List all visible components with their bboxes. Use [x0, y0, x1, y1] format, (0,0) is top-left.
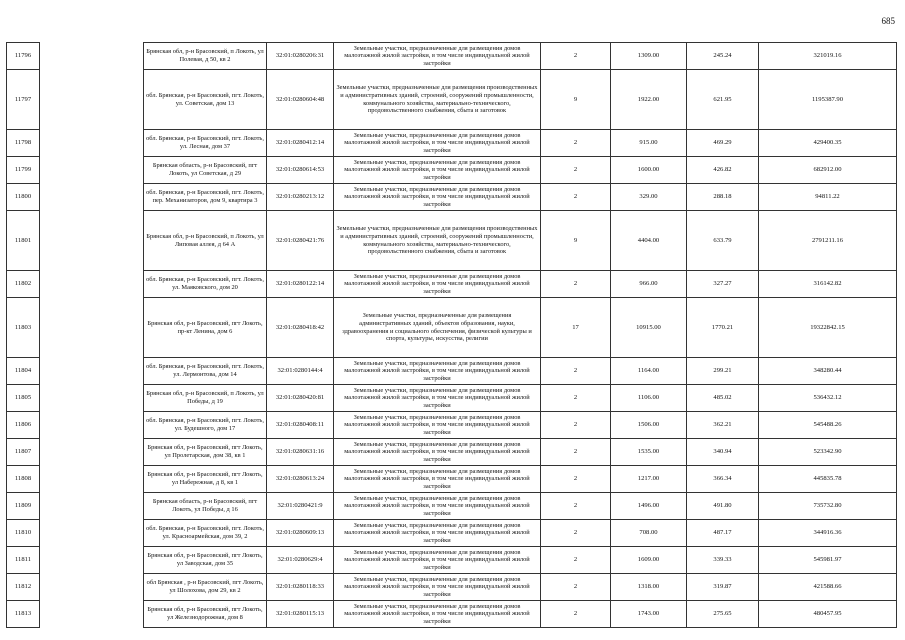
cell-spacer	[40, 157, 144, 184]
cell-record-number: 11799	[7, 157, 40, 184]
cell-use-group: 2	[541, 271, 611, 298]
cell-area: 1600.00	[611, 157, 687, 184]
cell-record-number: 11806	[7, 412, 40, 439]
cell-spacer	[40, 130, 144, 157]
cell-cadastral-number: 32:01:0280118:33	[267, 574, 334, 601]
page-number: 685	[881, 16, 895, 26]
cell-record-number: 11808	[7, 466, 40, 493]
cell-cadastral-value: 344916.36	[759, 520, 897, 547]
cell-spacer	[40, 574, 144, 601]
cell-specific-value: 339.33	[687, 547, 759, 574]
cell-spacer	[40, 271, 144, 298]
cell-address: обл. Брянская, р-н Брасовский, пгт. Локоть, ул. Лесная, дом 37	[144, 130, 267, 157]
cell-permitted-use: Земельные участки, предназначенные для размещения домов малоэтажной жилой застройки, в том числе индивидуальной жилой застройки	[334, 130, 541, 157]
cell-permitted-use: Земельные участки, предназначенные для размещения домов малоэтажной жилой застройки, в том числе индивидуальной жилой застройки	[334, 574, 541, 601]
table-row	[7, 70, 897, 130]
cell-record-number: 11812	[7, 574, 40, 601]
table-row	[7, 358, 897, 385]
cell-area: 1535.00	[611, 439, 687, 466]
cell-cadastral-value: 94811.22	[759, 184, 897, 211]
cell-cadastral-value: 19322842.15	[759, 298, 897, 358]
cell-record-number: 11813	[7, 601, 40, 628]
cell-area: 1922.00	[611, 70, 687, 130]
cell-area: 329.00	[611, 184, 687, 211]
cell-use-group: 2	[541, 466, 611, 493]
cell-cadastral-number: 32:01:0280629:4	[267, 547, 334, 574]
cell-spacer	[40, 439, 144, 466]
cell-cadastral-value: 682912.00	[759, 157, 897, 184]
table-row	[7, 412, 897, 439]
table-row	[7, 385, 897, 412]
cell-spacer	[40, 547, 144, 574]
cell-record-number: 11802	[7, 271, 40, 298]
cell-use-group: 9	[541, 211, 611, 271]
cell-cadastral-number: 32:01:0280418:42	[267, 298, 334, 358]
cell-area: 10915.00	[611, 298, 687, 358]
cell-cadastral-number: 32:01:0280408:11	[267, 412, 334, 439]
cell-address: Брянская область, р-н Брасовский, пгт Локоть, ул Победы, д 16	[144, 493, 267, 520]
cell-spacer	[40, 211, 144, 271]
cell-spacer	[40, 412, 144, 439]
cell-address: обл. Брянская, р-н Брасовский, пгт. Локоть, пер. Механизаторов, дом 9, квартира 3	[144, 184, 267, 211]
cell-spacer	[40, 385, 144, 412]
cell-record-number: 11810	[7, 520, 40, 547]
cell-address: Брянская обл, р-н Брасовский, пгт Локоть, пр-кт Ленина, дом 6	[144, 298, 267, 358]
cell-specific-value: 340.94	[687, 439, 759, 466]
cell-permitted-use: Земельные участки, предназначенные для размещения административных зданий, объектов образования, науки, здравоохранения и социального обеспечения, физической культуры и спорта, культуры, искусства, религии	[334, 298, 541, 358]
cell-cadastral-number: 32:01:0280421:9	[267, 493, 334, 520]
cell-specific-value: 469.29	[687, 130, 759, 157]
cell-cadastral-number: 32:01:0280122:14	[267, 271, 334, 298]
cell-cadastral-value: 735732.80	[759, 493, 897, 520]
cell-use-group: 2	[541, 439, 611, 466]
cell-cadastral-value: 421588.66	[759, 574, 897, 601]
cell-record-number: 11807	[7, 439, 40, 466]
cell-address: Брянская обл, р-н Брасовский, пгт Локоть, ул Набережная, д 8, кв 1	[144, 466, 267, 493]
cell-use-group: 9	[541, 70, 611, 130]
cell-cadastral-value: 480457.95	[759, 601, 897, 628]
table-row	[7, 298, 897, 358]
cell-cadastral-value: 348280.44	[759, 358, 897, 385]
cell-permitted-use: Земельные участки, предназначенные для размещения домов малоэтажной жилой застройки, в том числе индивидуальной жилой застройки	[334, 184, 541, 211]
cell-area: 1506.00	[611, 412, 687, 439]
cell-cadastral-value: 545981.97	[759, 547, 897, 574]
cell-record-number: 11796	[7, 43, 40, 70]
cell-spacer	[40, 298, 144, 358]
cell-cadastral-number: 32:01:0280631:16	[267, 439, 334, 466]
table-row	[7, 601, 897, 628]
cell-specific-value: 362.21	[687, 412, 759, 439]
cell-record-number: 11798	[7, 130, 40, 157]
cell-specific-value: 426.82	[687, 157, 759, 184]
cell-cadastral-number: 32:01:0280614:53	[267, 157, 334, 184]
cell-cadastral-number: 32:01:0280420:81	[267, 385, 334, 412]
cell-specific-value: 1770.21	[687, 298, 759, 358]
cell-area: 1309.00	[611, 43, 687, 70]
cell-spacer	[40, 466, 144, 493]
cell-cadastral-value: 545488.26	[759, 412, 897, 439]
cell-record-number: 11803	[7, 298, 40, 358]
cell-address: Брянская обл, р-н Брасовский, пгт Локоть, ул Заводская, дом 35	[144, 547, 267, 574]
cell-use-group: 17	[541, 298, 611, 358]
table-row	[7, 439, 897, 466]
cell-record-number: 11800	[7, 184, 40, 211]
cell-permitted-use: Земельные участки, предназначенные для размещения домов малоэтажной жилой застройки, в том числе индивидуальной жилой застройки	[334, 358, 541, 385]
cell-area: 1217.00	[611, 466, 687, 493]
cell-area: 1609.00	[611, 547, 687, 574]
cell-spacer	[40, 184, 144, 211]
cell-use-group: 2	[541, 385, 611, 412]
cell-cadastral-number: 32:01:0280144:4	[267, 358, 334, 385]
cell-record-number: 11801	[7, 211, 40, 271]
table-row	[7, 547, 897, 574]
cell-permitted-use: Земельные участки, предназначенные для размещения домов малоэтажной жилой застройки, в том числе индивидуальной жилой застройки	[334, 439, 541, 466]
cell-use-group: 2	[541, 412, 611, 439]
table-row	[7, 466, 897, 493]
cell-record-number: 11804	[7, 358, 40, 385]
cell-specific-value: 487.17	[687, 520, 759, 547]
cell-cadastral-value: 2791211.16	[759, 211, 897, 271]
cell-address: Брянская обл, р-н Брасовский, пгт Локоть, ул Пролетарская, дом 38, кв 1	[144, 439, 267, 466]
cell-use-group: 2	[541, 157, 611, 184]
cell-use-group: 2	[541, 184, 611, 211]
cell-cadastral-value: 445835.78	[759, 466, 897, 493]
cell-address: Брянская обл, р-н Брасовский, пгт Локоть, ул Железнодорожная, дом 8	[144, 601, 267, 628]
cell-address: обл Брянская , р-н Брасовский, пгт Локоть, ул Шолохова, дом 29, кв 2	[144, 574, 267, 601]
cell-cadastral-value: 321019.16	[759, 43, 897, 70]
cell-cadastral-number: 32:01:0280213:12	[267, 184, 334, 211]
cell-address: Брянская обл, р-н Брасовский, п Локоть, ул Победы, д 19	[144, 385, 267, 412]
cell-permitted-use: Земельные участки, предназначенные для размещения домов малоэтажной жилой застройки, в том числе индивидуальной жилой застройки	[334, 157, 541, 184]
cell-cadastral-number: 32:01:0280609:13	[267, 520, 334, 547]
cell-record-number: 11797	[7, 70, 40, 130]
cell-specific-value: 319.87	[687, 574, 759, 601]
cell-spacer	[40, 358, 144, 385]
cell-spacer	[40, 520, 144, 547]
cell-specific-value: 366.34	[687, 466, 759, 493]
cell-specific-value: 275.65	[687, 601, 759, 628]
cell-use-group: 2	[541, 520, 611, 547]
cell-record-number: 11809	[7, 493, 40, 520]
cell-spacer	[40, 493, 144, 520]
cell-record-number: 11811	[7, 547, 40, 574]
cell-address: обл. Брянская, р-н Брасовский, пгт. Локоть, ул. Советская, дом 13	[144, 70, 267, 130]
table-row	[7, 157, 897, 184]
cell-record-number: 11805	[7, 385, 40, 412]
table-row	[7, 493, 897, 520]
cell-cadastral-number: 32:01:0280412:14	[267, 130, 334, 157]
cell-cadastral-value: 1195387.90	[759, 70, 897, 130]
cell-cadastral-value: 429400.35	[759, 130, 897, 157]
cell-use-group: 2	[541, 358, 611, 385]
cell-address: обл. Брянская, р-н Брасовский, пгт. Локоть, ул. Красноармейская, дом 39, 2	[144, 520, 267, 547]
cell-specific-value: 621.95	[687, 70, 759, 130]
cell-address: Брянская область, р-н Брасовский, пгт Локоть, ул Советская, д 29	[144, 157, 267, 184]
cadastral-value-table	[6, 42, 897, 628]
cell-specific-value: 491.80	[687, 493, 759, 520]
cell-address: Брянская обл, р-н Брасовский, п Локоть, ул Липовая аллея, д 64 А	[144, 211, 267, 271]
cell-specific-value: 299.21	[687, 358, 759, 385]
cell-specific-value: 245.24	[687, 43, 759, 70]
cell-permitted-use: Земельные участки, предназначенные для размещения домов малоэтажной жилой застройки, в том числе индивидуальной жилой застройки	[334, 271, 541, 298]
cell-cadastral-number: 32:01:0280421:76	[267, 211, 334, 271]
cell-spacer	[40, 70, 144, 130]
cell-specific-value: 485.02	[687, 385, 759, 412]
cell-permitted-use: Земельные участки, предназначенные для размещения домов малоэтажной жилой застройки, в том числе индивидуальной жилой застройки	[334, 412, 541, 439]
table-row	[7, 43, 897, 70]
cell-permitted-use: Земельные участки, предназначенные для размещения производственных и административных зданий, строений, сооружений промышленности, коммунального хозяйства, материально-технического, продовольственного снабжения, сбыта и заготовок	[334, 211, 541, 271]
cell-use-group: 2	[541, 493, 611, 520]
table-row	[7, 520, 897, 547]
cell-address: обл. Брянская, р-н Брасовский, пгт. Локоть, ул. Маяковского, дом 20	[144, 271, 267, 298]
table-row	[7, 211, 897, 271]
cell-address: Брянская обл, р-н Брасовский, п Локоть, ул Полевая, д 50, кв 2	[144, 43, 267, 70]
cell-permitted-use: Земельные участки, предназначенные для размещения домов малоэтажной жилой застройки, в том числе индивидуальной жилой застройки	[334, 43, 541, 70]
cell-spacer	[40, 43, 144, 70]
cell-area: 1318.00	[611, 574, 687, 601]
cell-specific-value: 327.27	[687, 271, 759, 298]
cell-specific-value: 288.18	[687, 184, 759, 211]
cell-address: обл. Брянская, р-н Брасовский, пгт. Локоть, ул. Лермонтова, дом 14	[144, 358, 267, 385]
cell-cadastral-value: 536432.12	[759, 385, 897, 412]
cell-area: 1106.00	[611, 385, 687, 412]
cell-cadastral-value: 523342.90	[759, 439, 897, 466]
cell-area: 708.00	[611, 520, 687, 547]
table-row	[7, 130, 897, 157]
table-row	[7, 184, 897, 211]
table-row	[7, 574, 897, 601]
cell-cadastral-value: 316142.82	[759, 271, 897, 298]
cell-use-group: 2	[541, 43, 611, 70]
cell-area: 1496.00	[611, 493, 687, 520]
cell-use-group: 2	[541, 130, 611, 157]
cell-area: 4404.00	[611, 211, 687, 271]
cell-area: 966.00	[611, 271, 687, 298]
cell-area: 1164.00	[611, 358, 687, 385]
cell-permitted-use: Земельные участки, предназначенные для размещения домов малоэтажной жилой застройки, в том числе индивидуальной жилой застройки	[334, 466, 541, 493]
cell-use-group: 2	[541, 574, 611, 601]
cell-permitted-use: Земельные участки, предназначенные для размещения домов малоэтажной жилой застройки, в том числе индивидуальной жилой застройки	[334, 547, 541, 574]
cell-permitted-use: Земельные участки, предназначенные для размещения домов малоэтажной жилой застройки, в том числе индивидуальной жилой застройки	[334, 520, 541, 547]
cell-address: обл. Брянская, р-н Брасовский, пгт. Локоть, ул. Будешного, дом 17	[144, 412, 267, 439]
cell-permitted-use: Земельные участки, предназначенные для размещения домов малоэтажной жилой застройки, в том числе индивидуальной жилой застройки	[334, 385, 541, 412]
cell-cadastral-number: 32:01:0280604:48	[267, 70, 334, 130]
cell-use-group: 2	[541, 601, 611, 628]
cell-permitted-use: Земельные участки, предназначенные для размещения домов малоэтажной жилой застройки, в том числе индивидуальной жилой застройки	[334, 493, 541, 520]
cell-cadastral-number: 32:01:0280206:31	[267, 43, 334, 70]
cell-permitted-use: Земельные участки, предназначенные для размещения домов малоэтажной жилой застройки, в том числе индивидуальной жилой застройки	[334, 601, 541, 628]
cell-area: 1743.00	[611, 601, 687, 628]
cell-cadastral-number: 32:01:0280115:13	[267, 601, 334, 628]
cell-cadastral-number: 32:01:0280613:24	[267, 466, 334, 493]
cell-specific-value: 633.79	[687, 211, 759, 271]
cell-spacer	[40, 601, 144, 628]
cell-use-group: 2	[541, 547, 611, 574]
cell-area: 915.00	[611, 130, 687, 157]
table-row	[7, 271, 897, 298]
cell-permitted-use: Земельные участки, предназначенные для размещения производственных и административных зданий, строений, сооружений промышленности, коммунального хозяйства, материально-технического, продовольственного снабжения, сбыта и заготовок	[334, 70, 541, 130]
